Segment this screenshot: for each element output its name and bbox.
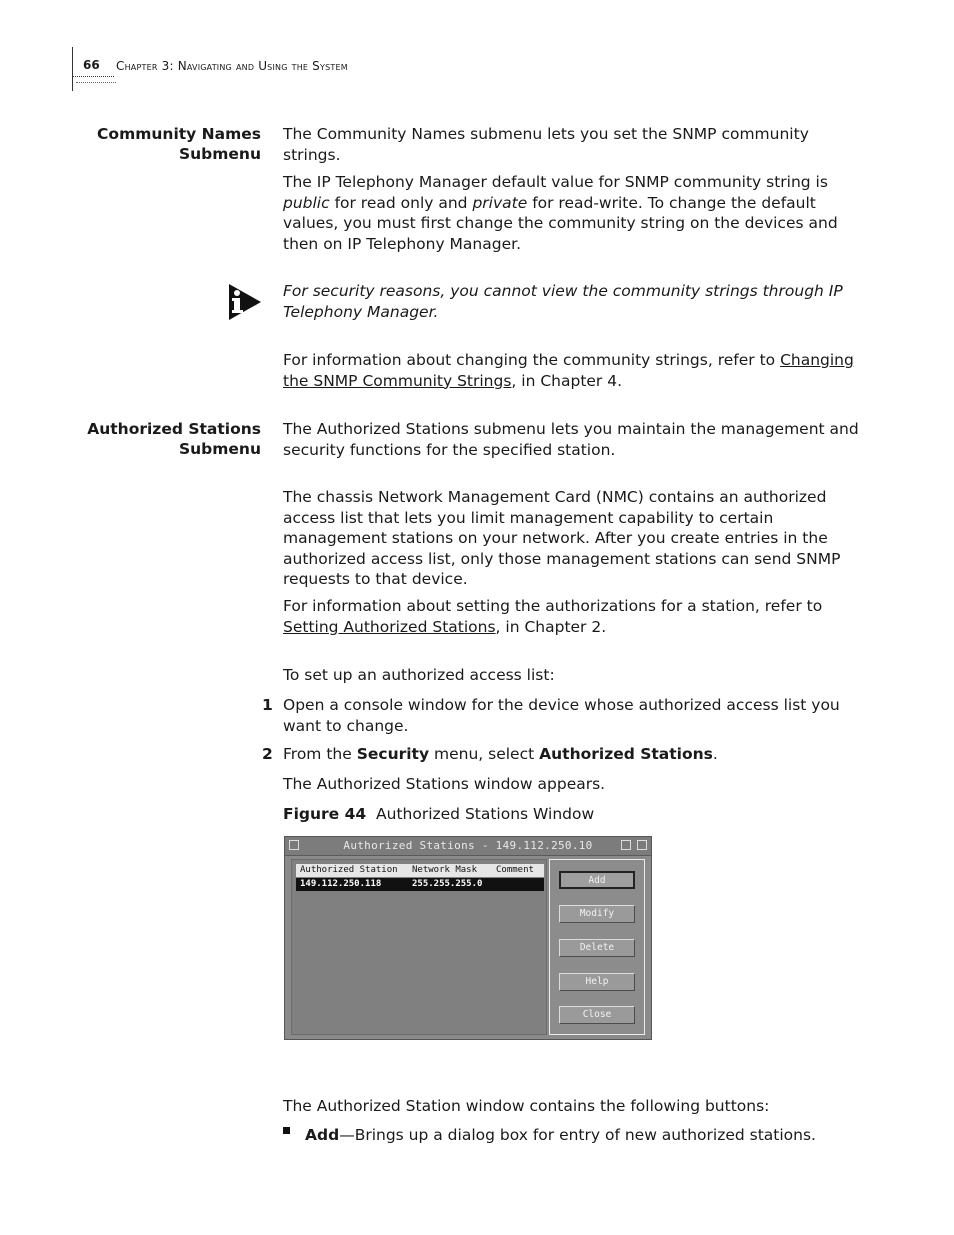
window-titlebar[interactable] — [285, 837, 651, 856]
community-p3: For information about changing the community strings, refer to Changing the SNMP Community Strings, in Chapter 4. — [283, 351, 854, 390]
header-rule-vertical — [72, 47, 73, 91]
authorized-p2: The chassis Network Management Card (NMC) contains an authorized access list that lets you limit management capability to certain management stations on your network. After you create entries in the authorized access list, only those management stations can send SNMP requests to that device. — [283, 488, 841, 588]
header-dotted-rule — [76, 82, 116, 83]
step-1-text: Open a console window for the device whose authorized access list you want to change. — [283, 696, 840, 735]
page-number: 66 — [83, 58, 100, 72]
step-2-text: From the Security menu, select Authorized Stations. — [283, 745, 718, 763]
header-rule-horizontal — [72, 76, 114, 77]
column-network-mask: Network Mask — [412, 865, 478, 875]
list-column-headers — [296, 864, 544, 877]
step-result: The Authorized Stations window appears. — [283, 775, 606, 793]
bullet-icon — [283, 1127, 290, 1134]
step-1-number: 1 — [262, 696, 273, 714]
community-p1: The Community Names submenu lets you set the SNMP community strings. — [283, 125, 809, 164]
community-p2: The IP Telephony Manager default value for SNMP community string is public for read only and private for read-write. To change the default values, you must first change the community string on the devices and then on IP Telephony Manager. — [283, 173, 838, 253]
step-2-number: 2 — [262, 745, 273, 763]
minimize-icon[interactable] — [621, 840, 631, 850]
row-mask: 255.255.255.0 — [412, 879, 483, 889]
authorized-stations-window — [284, 836, 652, 1040]
authorized-p1: The Authorized Stations submenu lets you maintain the management and security functions for the specified station. — [283, 420, 859, 459]
window-button-panel — [549, 859, 645, 1035]
authorized-p3: For information about setting the authorizations for a station, refer to Setting Authorized Stations, in Chapter 2. — [283, 597, 823, 636]
chapter-title: Chapter 3: Navigating and Using the System — [116, 59, 348, 73]
authorized-heading: Authorized Stations Submenu — [87, 420, 261, 458]
modify-button[interactable]: Modify — [559, 905, 635, 923]
table-row[interactable] — [296, 878, 544, 891]
bullet-add: Add—Brings up a dialog box for entry of new authorized stations. — [305, 1126, 816, 1144]
figure-caption: Figure 44 Authorized Stations Window — [283, 805, 595, 823]
close-button[interactable]: Close — [559, 1006, 635, 1024]
row-station: 149.112.250.118 — [300, 879, 382, 889]
column-authorized-station: Authorized Station — [300, 865, 398, 875]
info-icon — [227, 282, 263, 322]
community-heading: Community Names Submenu — [97, 125, 261, 163]
delete-button[interactable]: Delete — [559, 939, 635, 957]
help-button[interactable]: Help — [559, 973, 635, 991]
link-changing-snmp-strings[interactable]: Changing the SNMP Community Strings — [283, 351, 854, 390]
window-title: Authorized Stations - 149.112.250.10 — [343, 839, 593, 852]
buttons-intro: The Authorized Station window contains the following buttons: — [283, 1097, 770, 1115]
column-comment: Comment — [496, 865, 534, 875]
link-setting-authorized-stations[interactable]: Setting Authorized Stations — [283, 617, 496, 636]
security-note: For security reasons, you cannot view the community strings through IP Telephony Manager. — [283, 282, 843, 321]
stations-list[interactable] — [291, 859, 547, 1035]
maximize-icon[interactable] — [637, 840, 647, 850]
authorized-p4: To set up an authorized access list: — [283, 666, 555, 684]
add-button[interactable]: Add — [559, 871, 635, 889]
